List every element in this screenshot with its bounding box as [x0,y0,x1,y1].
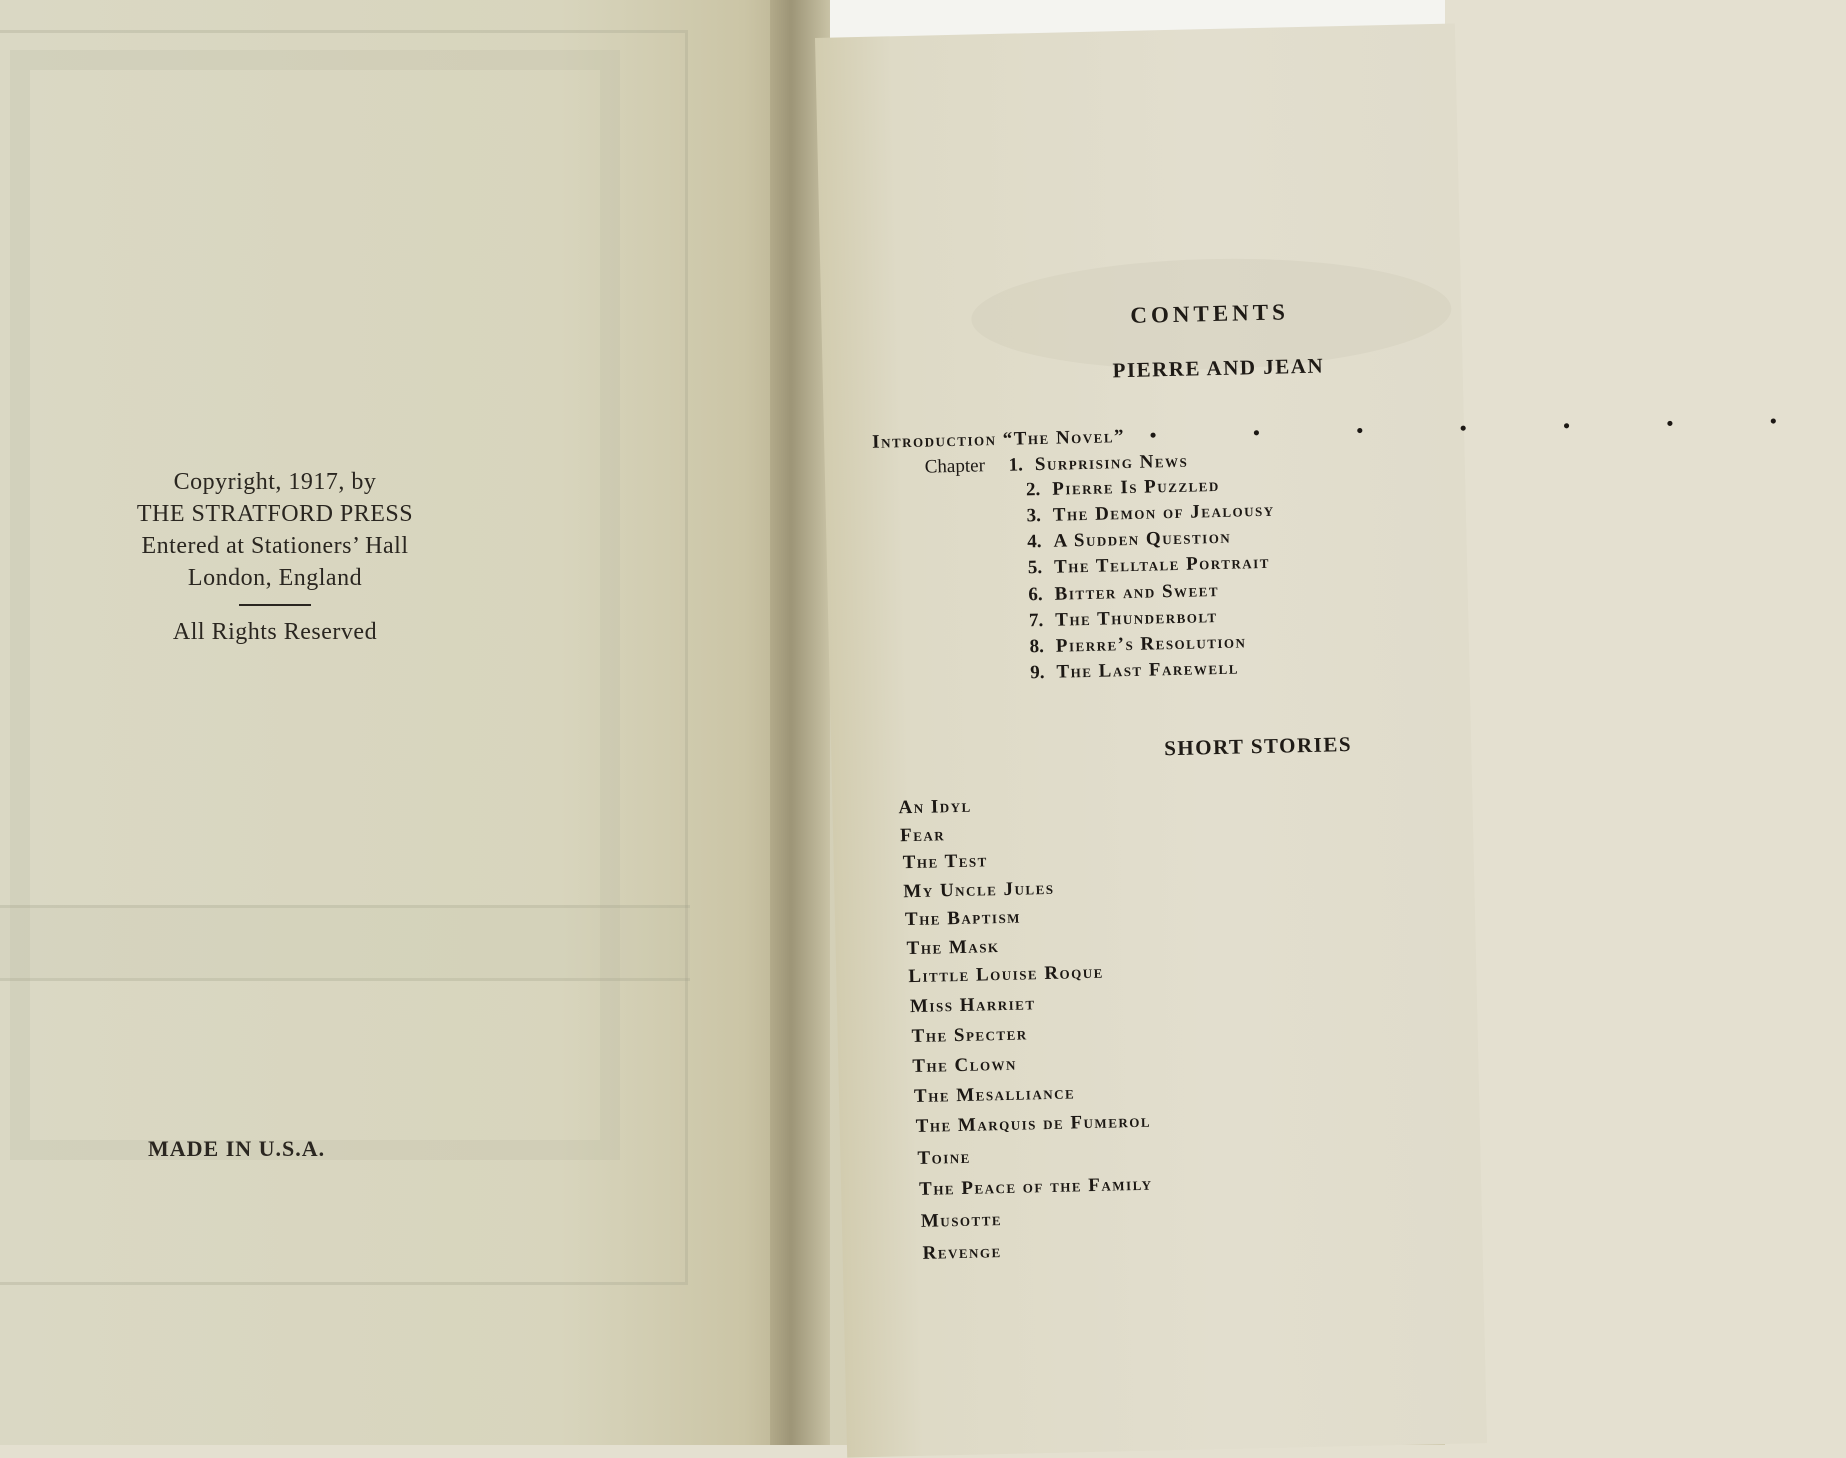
contents-heading: CONTENTS [1130,299,1290,328]
divider [239,604,311,606]
toc-chapter-5 [1002,551,1270,581]
toc-entry-title: Pierre Is Puzzled [1052,474,1220,500]
toc-entry-title: Pierre’s Resolution [1055,631,1247,657]
toc-entry-title: My Uncle Jules [903,877,1055,903]
toc-entry-title: The Mesalliance [913,1082,1076,1108]
toc-story [912,1053,1017,1079]
toc-story [908,961,1104,989]
toc-chapter-3 [1001,499,1275,529]
toc-chapter-7 [1003,605,1218,634]
chapter-label: Chapter [924,455,986,478]
toc-story [917,1146,971,1171]
entered-line: Entered at Stationers’ Hall [141,533,409,559]
toc-story [919,1173,1153,1202]
toc-story [902,849,988,875]
toc-story [911,1022,1028,1049]
toc-entry-title: Musotte [920,1209,1003,1232]
chapter-number: 2. [1025,479,1041,501]
toc-entry-title: The Mask [906,936,1000,960]
toc-chapter-6 [1002,579,1219,608]
toc-entry-title: Revenge [922,1241,1002,1264]
location-line: London, England [187,565,363,591]
toc-entry-title: The Marquis de Fumerol [915,1110,1152,1137]
toc-entry-title: The Peace of the Family [918,1173,1153,1200]
toc-story [898,795,972,821]
toc-entry-title: The Test [902,850,989,874]
toc-entry-title: Fear [899,824,946,847]
toc-story [905,906,1021,933]
toc-entry-title: Introduction “The Novel” [871,426,1126,453]
chapter-number: 6. [1028,583,1043,606]
copyright-block [95,466,455,648]
toc-entry-title: The Last Farewell [1056,657,1240,683]
toc-entry-title: The Demon of Jealousy [1052,499,1275,526]
toc-chapter-4 [1001,526,1231,555]
copyright-line: Copyright, 1917, by [173,469,377,495]
chapter-number: 5. [1027,556,1043,579]
chapter-number: 4. [1026,530,1042,553]
chapter-number: 1. [1008,454,1024,476]
right-page [815,23,1823,1457]
leader-dots: • • • • • • • [1149,410,1823,447]
toc-story [903,877,1055,904]
toc-story [915,1110,1151,1139]
toc-entry-title: The Thunderbolt [1055,606,1218,631]
toc-story [914,1081,1076,1109]
toc-entry-title: The Baptism [904,906,1022,931]
toc-entry-title: Little Louise Roque [908,961,1105,988]
toc-story [921,1208,1003,1234]
toc-story [900,823,946,848]
section-heading-pierre-and-jean: PIERRE AND JEAN [1112,353,1325,383]
chapter-number: 8. [1029,635,1045,658]
toc-entry-title: The Specter [911,1023,1028,1048]
toc-entry-title: The Telltale Portrait [1053,551,1271,578]
publisher-line: THE STRATFORD PRESS [136,501,414,527]
toc-entry-title: Bitter and Sweet [1054,579,1220,605]
toc-chapter-2 [1000,474,1220,503]
toc-chapter-8 [1004,630,1247,659]
show-through-ornament-band [0,905,690,981]
toc-story [910,992,1036,1019]
chapter-number: 3. [1026,505,1042,527]
left-page [0,0,800,1445]
toc-entry-title: Surprising News [1034,450,1189,476]
toc-story [906,935,999,961]
toc-entry-title: An Idyl [898,795,972,819]
chapter-number: 7. [1028,609,1044,632]
toc-story [922,1240,1002,1266]
toc-entry-title: The Clown [912,1053,1018,1078]
chapter-number: 9. [1029,661,1045,684]
toc-entry-title: Toine [917,1146,972,1169]
rights-line: All Rights Reserved [172,619,378,645]
made-in-label: MADE IN U.S.A. [148,1136,326,1161]
section-heading-short-stories: SHORT STORIES [1163,732,1353,761]
toc-entry-title: A Sudden Question [1053,526,1232,552]
toc-introduction [872,409,1823,455]
toc-entry-title: Miss Harriet [909,993,1036,1018]
toc-chapter-9 [1004,657,1239,686]
